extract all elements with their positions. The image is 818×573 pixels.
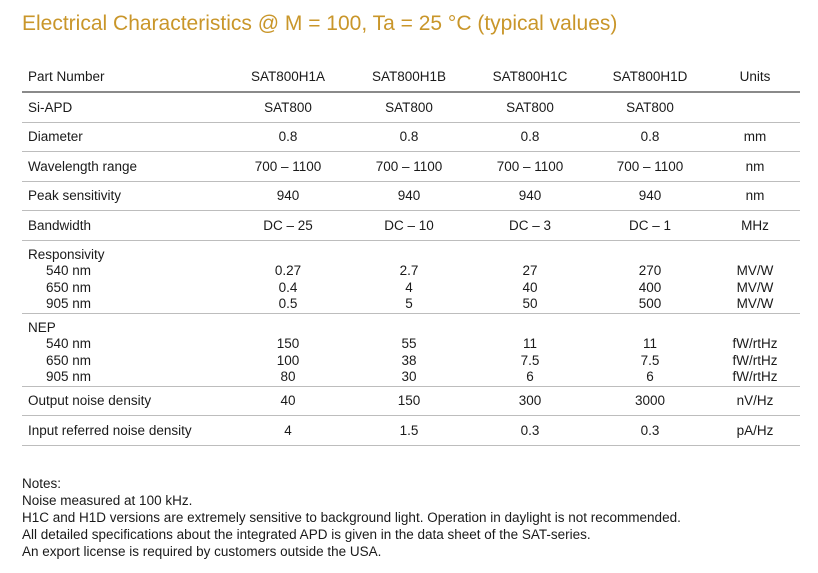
cell: 700 – 1100	[590, 152, 710, 182]
table-row-responsivity	[22, 240, 800, 313]
sub-label: 540 nm	[46, 263, 92, 278]
value: 0.5	[278, 296, 298, 311]
header-part-number: Part Number	[22, 61, 228, 92]
note-line: Noise measured at 100 kHz.	[22, 493, 193, 508]
unit-cell	[710, 313, 800, 386]
group-label: NEP	[28, 319, 56, 335]
value: 7.5	[640, 352, 660, 368]
table-header-row	[22, 61, 800, 92]
sub-label: 905 nm	[46, 296, 92, 311]
cell: 150	[348, 386, 470, 416]
table-row	[22, 122, 800, 152]
unit-cell: nV/Hz	[710, 386, 800, 416]
cell: 1.5	[348, 416, 470, 446]
row-label: Si-APD	[22, 92, 228, 122]
value: 270	[638, 263, 662, 278]
cell	[590, 240, 710, 313]
group-label: Responsivity	[28, 246, 105, 262]
cell	[470, 240, 590, 313]
value: 150	[276, 336, 300, 351]
row-label: Peak sensitivity	[22, 181, 228, 211]
cell: 0.3	[590, 416, 710, 446]
value: 5	[405, 296, 413, 311]
header-part: SAT800H1A	[228, 61, 348, 92]
note-line: An export license is required by customers outside the USA.	[22, 544, 382, 559]
table-row	[22, 152, 800, 182]
cell	[348, 313, 470, 386]
value: 50	[522, 296, 538, 311]
cell: 0.3	[470, 416, 590, 446]
value: 0.4	[278, 279, 298, 295]
cell: SAT800	[590, 92, 710, 122]
cell: 700 – 1100	[470, 152, 590, 182]
note-line: H1C and H1D versions are extremely sensitive to background light. Operation in daylight is not recommended.	[22, 510, 681, 525]
value: 30	[401, 369, 417, 384]
cell: 0.8	[228, 122, 348, 152]
value: 100	[276, 352, 300, 368]
cell: 0.8	[590, 122, 710, 152]
unit: fW/rtHz	[732, 369, 778, 384]
cell: 700 – 1100	[228, 152, 348, 182]
cell: 0.8	[470, 122, 590, 152]
value: 11	[522, 336, 537, 351]
cell	[348, 240, 470, 313]
sub-label: 905 nm	[46, 369, 92, 384]
cell	[470, 313, 590, 386]
note-line: All detailed specifications about the integrated APD is given in the data sheet of the SAT-series.	[22, 527, 591, 542]
value: 40	[522, 279, 538, 295]
cell: SAT800	[228, 92, 348, 122]
value: 0.27	[274, 263, 302, 278]
cell: 300	[470, 386, 590, 416]
header-part: SAT800H1C	[470, 61, 590, 92]
value: 38	[401, 352, 417, 368]
cell: DC – 3	[470, 211, 590, 241]
table-row	[22, 416, 800, 446]
cell: 940	[228, 181, 348, 211]
value: 500	[638, 296, 662, 311]
header-units: Units	[710, 61, 800, 92]
row-label: Diameter	[22, 122, 228, 152]
page-title: Electrical Characteristics @ M = 100, Ta = 25 °C (typical values)	[22, 12, 618, 35]
table-row	[22, 386, 800, 416]
unit-cell	[710, 240, 800, 313]
cell: DC – 25	[228, 211, 348, 241]
value: 7.5	[520, 352, 540, 368]
cell: 940	[348, 181, 470, 211]
cell: 700 – 1100	[348, 152, 470, 182]
cell: DC – 1	[590, 211, 710, 241]
row-label: Wavelength range	[22, 152, 228, 182]
value: 6	[646, 369, 654, 384]
value: 27	[522, 263, 538, 278]
unit-cell	[710, 92, 800, 122]
header-part: SAT800H1D	[590, 61, 710, 92]
unit-cell: mm	[710, 122, 800, 152]
row-label	[22, 313, 228, 386]
spec-table	[22, 61, 800, 446]
unit-cell: nm	[710, 181, 800, 211]
cell	[228, 313, 348, 386]
cell: 940	[470, 181, 590, 211]
value: 2.7	[399, 263, 419, 278]
sub-label: 540 nm	[46, 336, 92, 351]
cell: DC – 10	[348, 211, 470, 241]
cell: SAT800	[348, 92, 470, 122]
notes	[22, 475, 681, 560]
value: 80	[280, 369, 296, 384]
value: 4	[405, 279, 413, 295]
unit: MV/W	[736, 263, 774, 278]
header-part: SAT800H1B	[348, 61, 470, 92]
notes-heading: Notes:	[22, 476, 62, 491]
cell: 940	[590, 181, 710, 211]
value: 400	[638, 279, 662, 295]
unit: MV/W	[736, 279, 774, 295]
row-label: Bandwidth	[22, 211, 228, 241]
row-label	[22, 240, 228, 313]
unit-cell: pA/Hz	[710, 416, 800, 446]
value: 55	[401, 336, 417, 351]
value: 6	[526, 369, 534, 384]
cell	[228, 240, 348, 313]
table-row-nep	[22, 313, 800, 386]
sub-label: 650 nm	[46, 352, 92, 368]
cell: 4	[228, 416, 348, 446]
row-label: Input referred noise density	[22, 416, 228, 446]
table-row	[22, 211, 800, 241]
cell: 40	[228, 386, 348, 416]
table-row	[22, 181, 800, 211]
unit: fW/rtHz	[732, 336, 778, 351]
sub-label: 650 nm	[46, 279, 92, 295]
cell: 0.8	[348, 122, 470, 152]
unit: MV/W	[736, 296, 774, 311]
cell: 3000	[590, 386, 710, 416]
table-row	[22, 92, 800, 122]
cell: SAT800	[470, 92, 590, 122]
unit-cell: nm	[710, 152, 800, 182]
value: 11	[642, 336, 657, 351]
row-label: Output noise density	[22, 386, 228, 416]
unit-cell: MHz	[710, 211, 800, 241]
unit: fW/rtHz	[732, 352, 778, 368]
cell	[590, 313, 710, 386]
